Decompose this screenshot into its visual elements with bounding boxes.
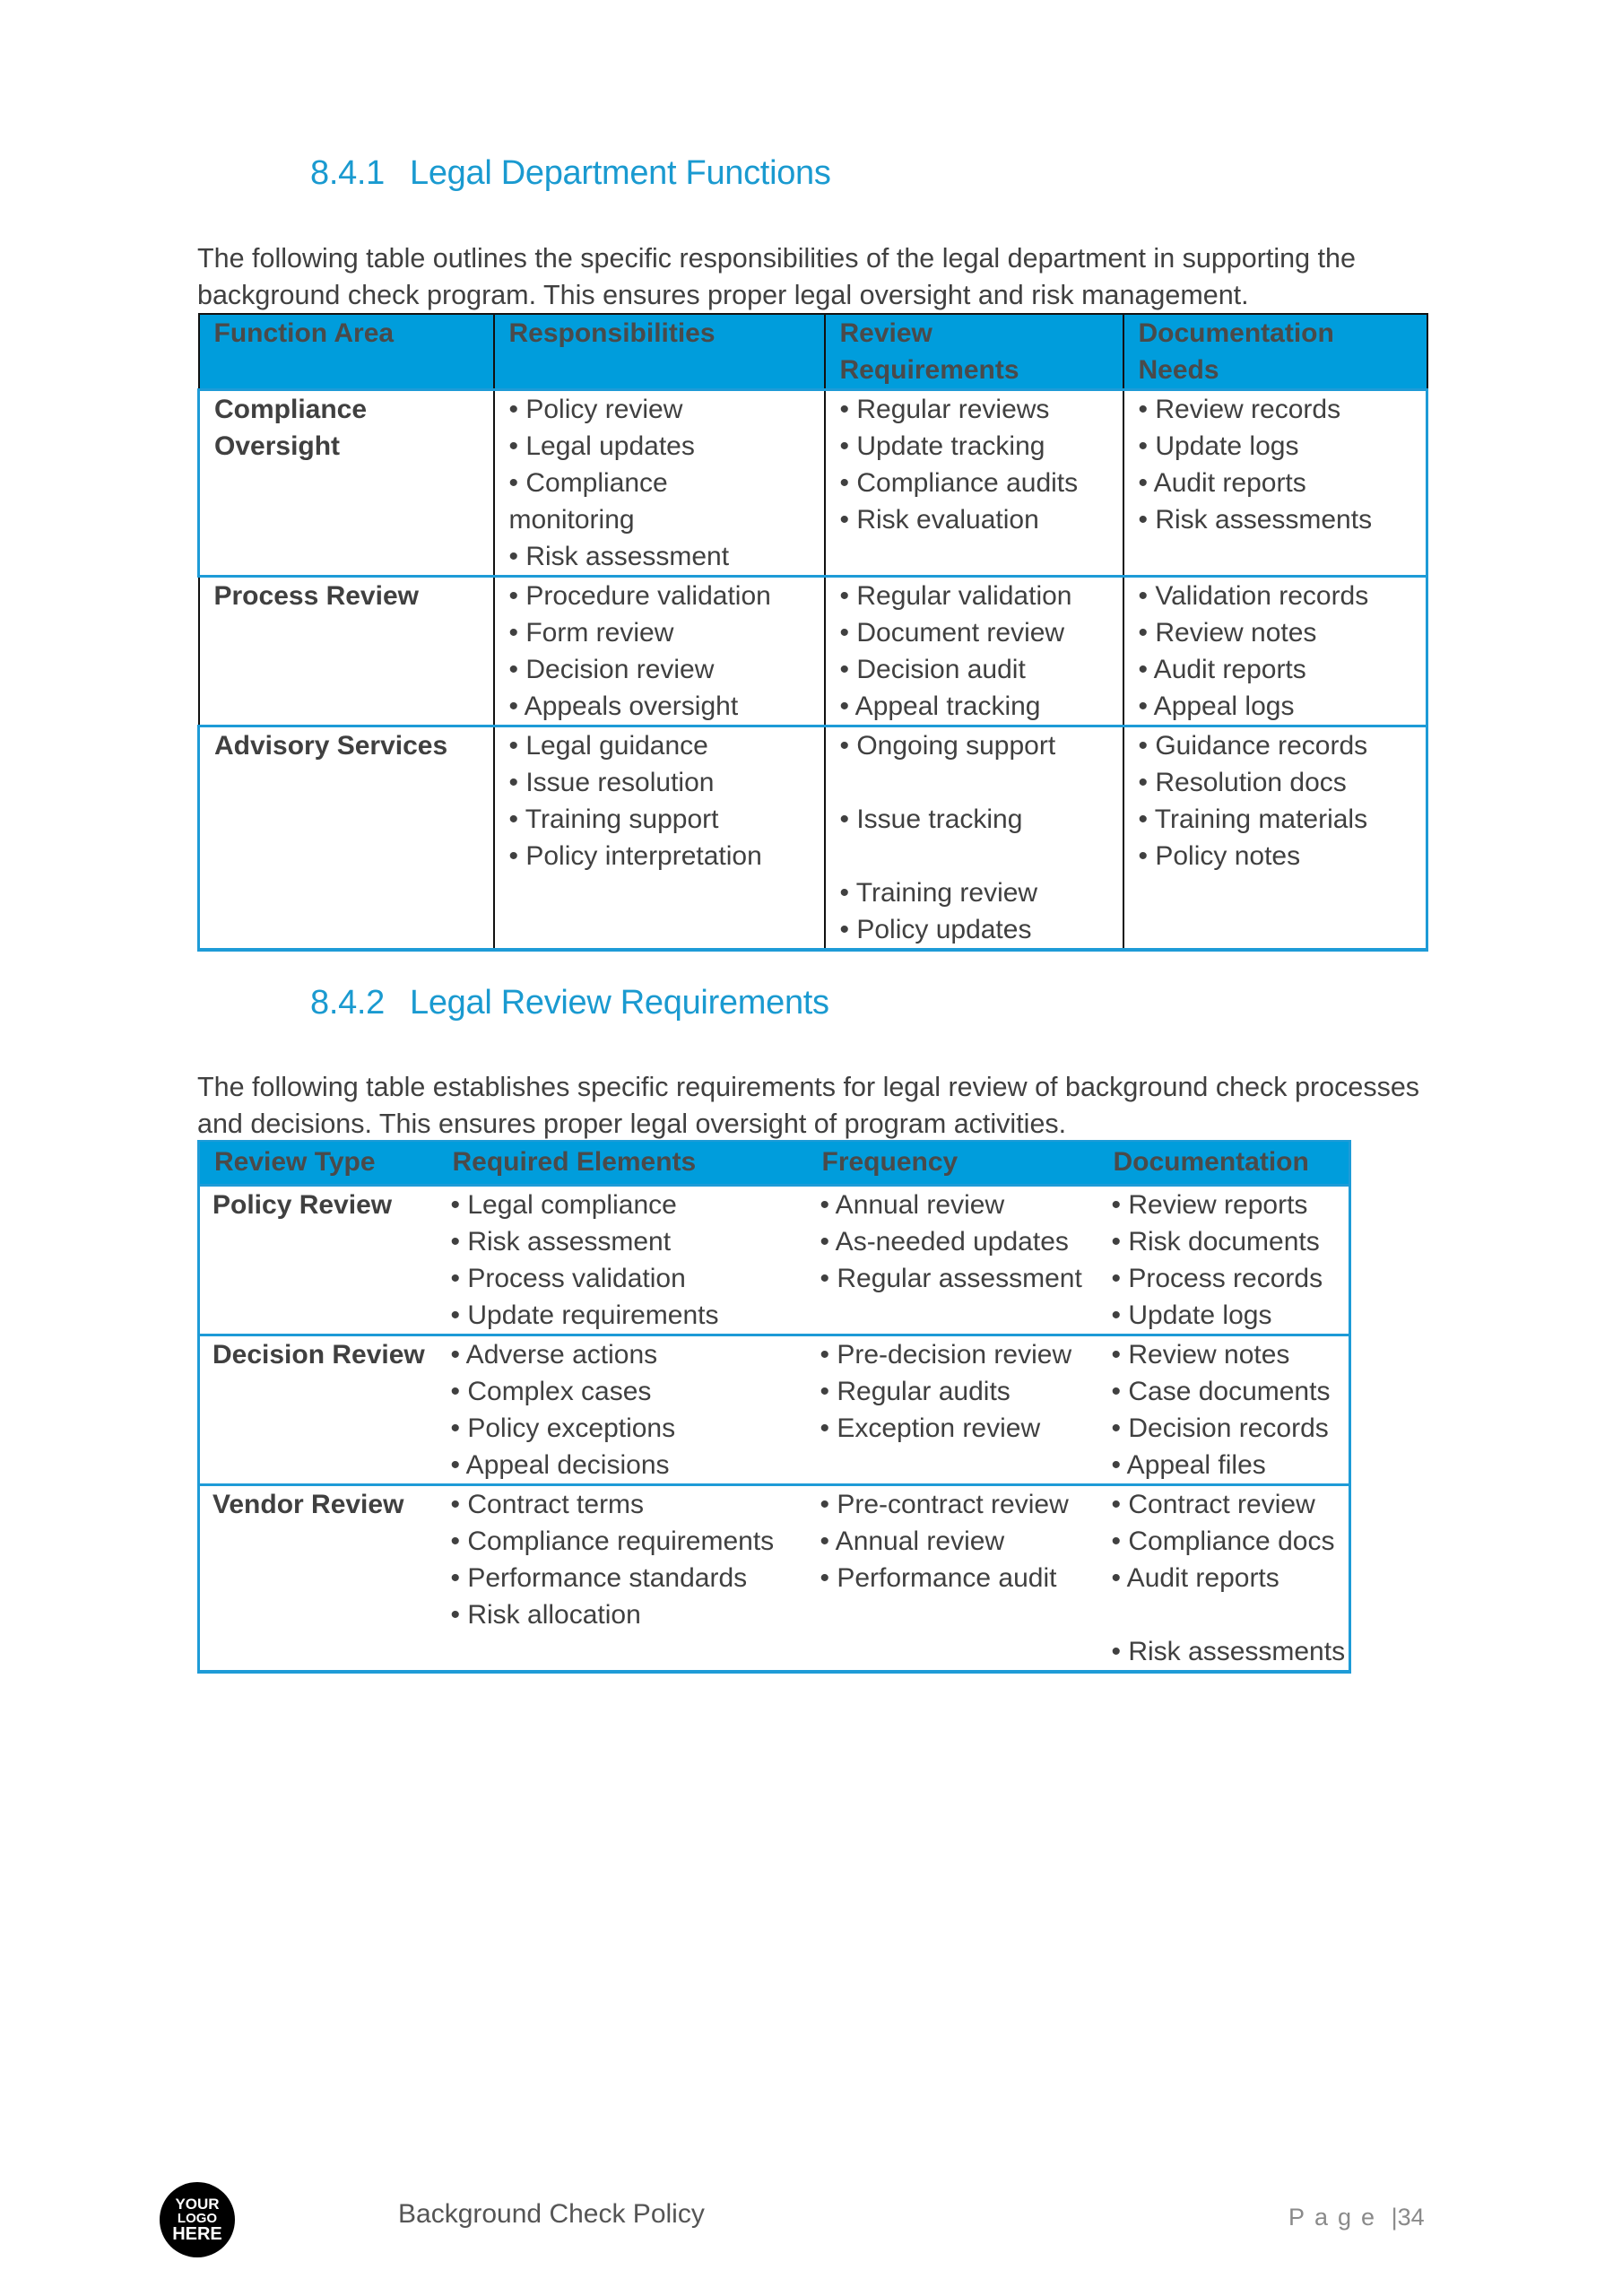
function-area-cell xyxy=(199,390,494,577)
cell-line: • Contract terms xyxy=(450,1490,645,1519)
cell-line: • Review records xyxy=(1138,395,1341,424)
cell-line: • Review notes xyxy=(1111,1340,1290,1370)
table-row xyxy=(199,726,1427,951)
cell-line: • Regular validation xyxy=(839,581,1072,611)
cell-line: • Pre-contract review xyxy=(820,1490,1069,1519)
cell-line: • Audit reports xyxy=(1111,1563,1279,1593)
page-number: 34 xyxy=(1397,2204,1425,2231)
review-type-cell xyxy=(199,1186,438,1335)
cell-line: • Legal compliance xyxy=(450,1190,677,1220)
cell-line: • Decision audit xyxy=(839,655,1026,684)
cell-line: • Update tracking xyxy=(839,431,1045,461)
documentation-needs-cell xyxy=(1123,577,1427,726)
required-elements-cell xyxy=(438,1186,808,1335)
paragraph-line: The following table outlines the specific responsibilities of the legal department in supporting the xyxy=(197,243,1356,274)
cell-line: • Training materials xyxy=(1138,804,1368,834)
cell-line: • Regular reviews xyxy=(839,395,1050,424)
page-separator: | xyxy=(1391,2204,1398,2231)
column-header-frequency: Frequency xyxy=(808,1141,1099,1186)
cell-line: • Appeal files xyxy=(1111,1450,1266,1480)
frequency-cell xyxy=(808,1485,1099,1673)
cell-line: • Legal guidance xyxy=(508,731,708,761)
cell-line: • Audit reports xyxy=(1138,655,1306,684)
cell-line: • Issue tracking xyxy=(839,804,1023,834)
cell-line: • Appeal tracking xyxy=(839,691,1041,721)
review-type-cell xyxy=(199,1335,438,1485)
cell-line: • Compliance requirements xyxy=(450,1526,775,1556)
cell-line: Vendor Review xyxy=(213,1490,404,1519)
cell-line xyxy=(840,764,1123,801)
cell-line: • Regular assessment xyxy=(820,1264,1082,1293)
cell-line: • Pre-decision review xyxy=(820,1340,1072,1370)
column-header-review-requirements: Review Requirements xyxy=(825,314,1123,390)
cell-line: • Case documents xyxy=(1111,1377,1331,1406)
cell-line: • Annual review xyxy=(820,1190,1005,1220)
logo-text: HERE xyxy=(172,2224,222,2244)
cell-line: • Policy interpretation xyxy=(508,841,762,871)
table-header-row xyxy=(199,314,1427,390)
legal-functions-table xyxy=(197,313,1428,952)
cell-line: Policy Review xyxy=(213,1190,393,1220)
section-title: Legal Department Functions xyxy=(410,154,831,192)
cell-line: • Decision records xyxy=(1111,1413,1329,1443)
cell-line: Process Review xyxy=(213,581,419,611)
cell-line: • Training review xyxy=(839,878,1038,908)
cell-line: • Regular audits xyxy=(820,1377,1010,1406)
cell-line: • Resolution docs xyxy=(1138,768,1347,797)
cell-line: • Performance audit xyxy=(820,1563,1057,1593)
documentation-needs-cell xyxy=(1123,726,1427,951)
cell-line: • Annual review xyxy=(820,1526,1005,1556)
logo-text: LOGO xyxy=(177,2211,218,2226)
cell-line: • Update requirements xyxy=(450,1300,719,1330)
required-elements-cell xyxy=(438,1335,808,1485)
documentation-needs-cell xyxy=(1123,390,1427,577)
column-header-documentation-needs: Documentation Needs xyxy=(1123,314,1427,390)
cell-line: • Appeals oversight xyxy=(508,691,739,721)
column-header-review-type: Review Type xyxy=(199,1141,438,1186)
cell-line: • Compliance audits xyxy=(839,468,1079,498)
documentation-cell xyxy=(1099,1186,1350,1335)
cell-line: • Training support xyxy=(508,804,719,834)
cell-line: • Complex cases xyxy=(450,1377,652,1406)
cell-line: • Risk allocation xyxy=(450,1600,641,1630)
cell-line: • Policy updates xyxy=(839,915,1032,944)
cell-line: • Adverse actions xyxy=(450,1340,658,1370)
cell-line: • Contract review xyxy=(1111,1490,1315,1519)
review-requirements-cell xyxy=(825,390,1123,577)
cell-line: • Performance standards xyxy=(450,1563,748,1593)
section-heading-8-4-2 xyxy=(310,984,829,1022)
frequency-cell xyxy=(808,1186,1099,1335)
cell-line: • Update logs xyxy=(1111,1300,1272,1330)
column-header-function-area: Function Area xyxy=(199,314,494,390)
section-title: Legal Review Requirements xyxy=(410,984,829,1022)
review-type-cell xyxy=(199,1485,438,1673)
footer-document-title: Background Check Policy xyxy=(398,2199,705,2229)
cell-line: Oversight xyxy=(214,431,341,461)
frequency-cell xyxy=(808,1335,1099,1485)
cell-line: • Risk assessments xyxy=(1111,1637,1346,1666)
column-header-required-elements: Required Elements xyxy=(438,1141,808,1186)
cell-line: • Document review xyxy=(839,618,1065,648)
section-intro-paragraph xyxy=(197,240,1444,314)
cell-line: • Update logs xyxy=(1138,431,1299,461)
cell-line: • Risk assessments xyxy=(1138,505,1373,535)
cell-line: • Compliance docs xyxy=(1111,1526,1335,1556)
paragraph-line: background check program. This ensures proper legal oversight and risk management. xyxy=(197,280,1249,310)
responsibilities-cell xyxy=(494,390,825,577)
paragraph-line: The following table establishes specific requirements for legal review of background check processes xyxy=(197,1072,1420,1102)
function-area-cell xyxy=(199,577,494,726)
cell-line: • Procedure validation xyxy=(508,581,771,611)
cell-line: • Issue resolution xyxy=(508,768,715,797)
documentation-cell xyxy=(1099,1335,1350,1485)
required-elements-cell xyxy=(438,1485,808,1673)
logo-text: YOUR xyxy=(175,2196,220,2213)
cell-line: • Validation records xyxy=(1138,581,1369,611)
paragraph-line: and decisions. This ensures proper legal oversight of program activities. xyxy=(197,1109,1067,1139)
cell-line: • Legal updates xyxy=(508,431,695,461)
cell-line: • Risk assessment xyxy=(508,542,730,571)
section-intro-paragraph xyxy=(197,1069,1444,1143)
cell-line: • Policy exceptions xyxy=(450,1413,676,1443)
cell-line: • Risk documents xyxy=(1111,1227,1320,1257)
cell-line: • Appeal logs xyxy=(1138,691,1295,721)
table-row xyxy=(199,1186,1350,1335)
section-number: 8.4.1 xyxy=(310,154,386,192)
cell-line: • Process validation xyxy=(450,1264,686,1293)
cell-line: • Process records xyxy=(1111,1264,1323,1293)
table-row xyxy=(199,1335,1350,1485)
legal-review-requirements-table xyxy=(197,1140,1351,1674)
cell-line: • Risk assessment xyxy=(450,1227,672,1257)
cell-line: monitoring xyxy=(508,505,635,535)
cell-line: • Appeal decisions xyxy=(450,1450,670,1480)
cell-line: • Exception review xyxy=(820,1413,1041,1443)
cell-line: • Review notes xyxy=(1138,618,1317,648)
review-requirements-cell xyxy=(825,726,1123,951)
table-row xyxy=(199,1485,1350,1673)
responsibilities-cell xyxy=(494,726,825,951)
footer-page-number xyxy=(1288,2204,1425,2231)
cell-line: • Policy review xyxy=(508,395,683,424)
cell-line: • Compliance xyxy=(508,468,668,498)
cell-line: • Decision review xyxy=(508,655,715,684)
page-label: Page xyxy=(1288,2204,1385,2231)
cell-line: • Review reports xyxy=(1111,1190,1308,1220)
cell-line xyxy=(840,838,1123,874)
section-heading-8-4-1 xyxy=(310,154,831,193)
table-row xyxy=(199,577,1427,726)
column-header-responsibilities: Responsibilities xyxy=(494,314,825,390)
cell-line: • Ongoing support xyxy=(839,731,1056,761)
function-area-cell xyxy=(199,726,494,951)
cell-line: • Policy notes xyxy=(1138,841,1301,871)
review-requirements-cell xyxy=(825,577,1123,726)
column-header-documentation: Documentation xyxy=(1099,1141,1350,1186)
company-logo-placeholder xyxy=(160,2182,235,2257)
cell-line: Advisory Services xyxy=(214,731,448,761)
documentation-cell xyxy=(1099,1485,1350,1673)
cell-line xyxy=(1112,1596,1349,1633)
cell-line: • As-needed updates xyxy=(820,1227,1069,1257)
cell-line: Compliance xyxy=(214,395,368,424)
cell-line: • Guidance records xyxy=(1138,731,1368,761)
section-number: 8.4.2 xyxy=(310,984,386,1022)
responsibilities-cell xyxy=(494,577,825,726)
table-row xyxy=(199,390,1427,577)
table-header-row xyxy=(199,1141,1350,1186)
cell-line: Decision Review xyxy=(213,1340,425,1370)
cell-line: • Risk evaluation xyxy=(839,505,1039,535)
cell-line: • Audit reports xyxy=(1138,468,1306,498)
cell-line: • Form review xyxy=(508,618,674,648)
